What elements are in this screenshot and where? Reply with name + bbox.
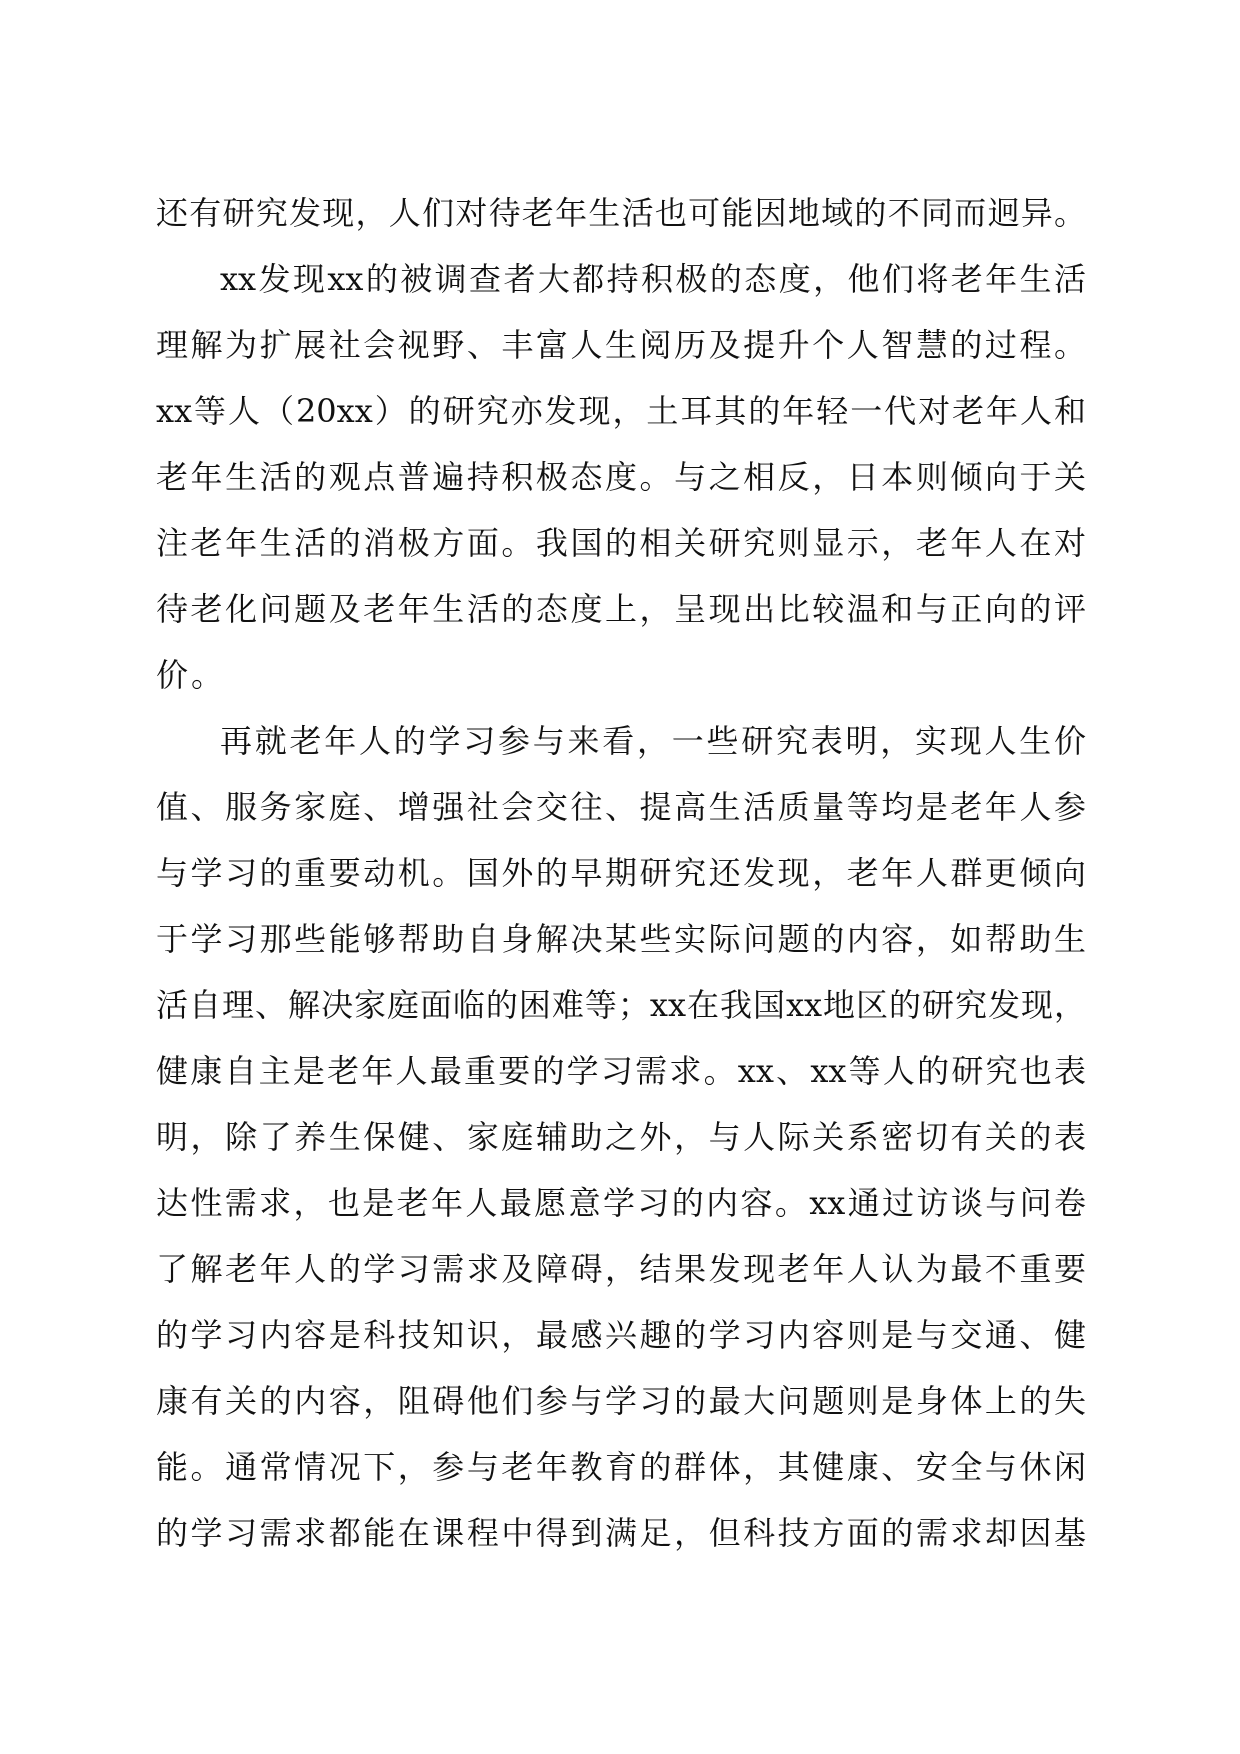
text-line: 康有关的内容，阻碍他们参与学习的最大问题则是身体上的失 <box>156 1382 1086 1420</box>
text-line: 明，除了养生保健、家庭辅助之外，与人际关系密切有关的表 <box>156 1118 1086 1156</box>
paragraph-first-line: xx发现xx的被调查者大都持积极的态度，他们将老年生活 <box>220 260 1086 298</box>
body-text <box>156 180 1086 1566</box>
text-line: 的学习内容是科技知识，最感兴趣的学习内容则是与交通、健 <box>156 1316 1086 1354</box>
text-line: 老年生活的观点普遍持积极态度。与之相反，日本则倾向于关 <box>156 458 1086 496</box>
text-line: 待老化问题及老年生活的态度上，呈现出比较温和与正向的评 <box>156 590 1086 628</box>
text-line: 健康自主是老年人最重要的学习需求。xx、xx等人的研究也表 <box>156 1052 1086 1090</box>
text-line: xx等人（20xx）的研究亦发现，土耳其的年轻一代对老年人和 <box>156 392 1086 430</box>
text-line: 活自理、解决家庭面临的困难等；xx在我国xx地区的研究发现， <box>156 986 1086 1024</box>
text-line: 达性需求，也是老年人最愿意学习的内容。xx通过访谈与问卷 <box>156 1184 1086 1222</box>
text-line: 注老年生活的消极方面。我国的相关研究则显示，老年人在对 <box>156 524 1086 562</box>
text-line: 理解为扩展社会视野、丰富人生阅历及提升个人智慧的过程。 <box>156 326 1086 364</box>
text-line: 了解老年人的学习需求及障碍，结果发现老年人认为最不重要 <box>156 1250 1086 1288</box>
paragraph-first-line: 再就老年人的学习参与来看，一些研究表明，实现人生价 <box>220 722 1086 760</box>
text-line: 与学习的重要动机。国外的早期研究还发现，老年人群更倾向 <box>156 854 1086 892</box>
text-line: 能。通常情况下，参与老年教育的群体，其健康、安全与休闲 <box>156 1448 1086 1486</box>
text-line: 的学习需求都能在课程中得到满足，但科技方面的需求却因基 <box>156 1514 1086 1552</box>
text-line: 还有研究发现，人们对待老年生活也可能因地域的不同而迥异。 <box>156 194 1086 232</box>
text-line: 值、服务家庭、增强社会交往、提高生活质量等均是老年人参 <box>156 788 1086 826</box>
paragraph-last-line: 价。 <box>156 656 227 694</box>
text-line: 于学习那些能够帮助自身解决某些实际问题的内容，如帮助生 <box>156 920 1086 958</box>
